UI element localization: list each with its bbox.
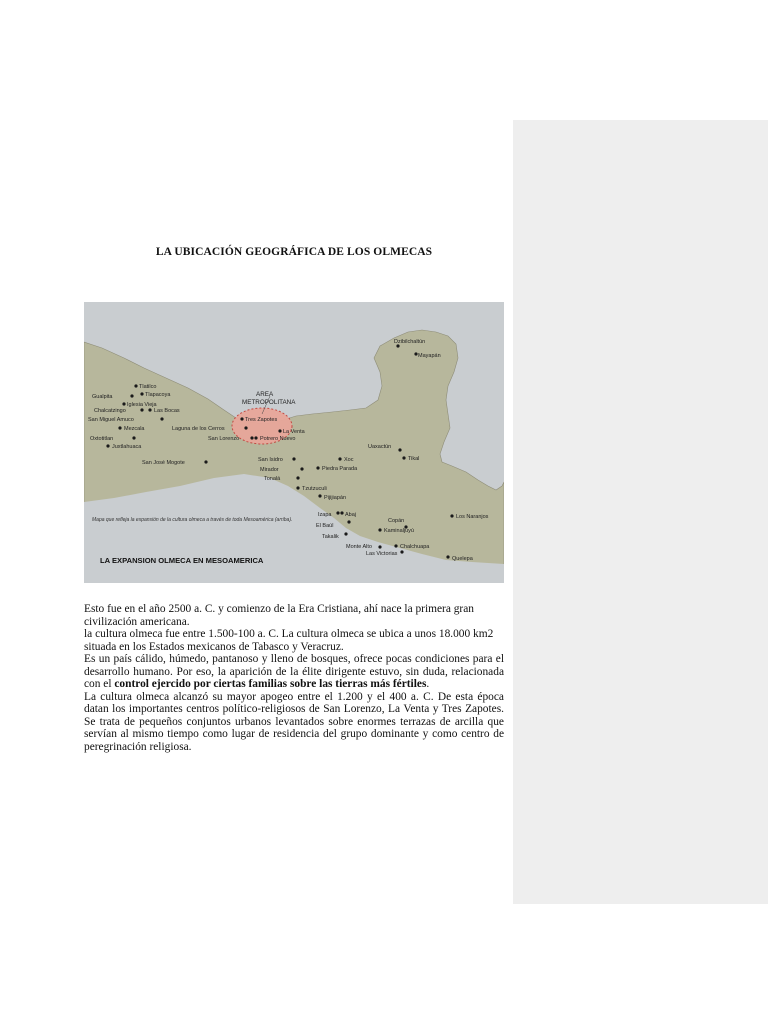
site-label: El Baúl — [316, 523, 334, 529]
site-label: Los Naranjos — [456, 514, 489, 520]
paragraph-3-bold: control ejercido por ciertas familias sobre las tierras más fértiles — [114, 678, 427, 690]
site-dot — [378, 545, 381, 548]
site-dot — [296, 476, 299, 479]
site-dot — [378, 528, 381, 531]
site-dot — [148, 408, 151, 411]
site-dot — [278, 429, 281, 432]
paragraph-3-end: . — [426, 678, 430, 690]
site-label: Quelepa — [452, 556, 473, 562]
site-dot — [292, 457, 295, 460]
site-label: Potrero Nuevo — [260, 436, 296, 442]
site-dot — [106, 444, 109, 447]
site-dot — [340, 511, 343, 514]
site-label: San Lorenzo — [208, 436, 240, 442]
site-dot — [316, 466, 319, 469]
site-label: Tres Zapotes — [245, 417, 278, 423]
paragraph-2: la cultura olmeca fue entre 1.500-100 a. C. La cultura olmeca se ubica a unos 18.000 km2 situada en los Estados mexicanos de Tabasco y Veracruz. — [84, 628, 494, 653]
site-dot — [140, 408, 143, 411]
site-label: Abaj — [345, 512, 357, 518]
site-label: Tikal — [408, 456, 420, 462]
site-dot — [398, 448, 401, 451]
site-label: Las Bocas — [154, 408, 180, 414]
site-label: Pijijiapán — [324, 495, 347, 501]
site-dot — [344, 532, 347, 535]
map-title: LA EXPANSION OLMECA EN MESOAMERICA — [100, 556, 264, 565]
site-dot — [402, 456, 405, 459]
site-label: Mezcala — [124, 426, 145, 432]
map-caption: Mapa que refleja la expansión de la cultura olmeca a través de toda Mesoamérica (arriba). — [92, 517, 293, 523]
site-dot — [254, 436, 257, 439]
site-label: Tonalá — [264, 476, 281, 482]
site-dot — [296, 486, 299, 489]
site-dot — [250, 436, 253, 439]
site-dot — [400, 550, 403, 553]
site-dot — [160, 417, 163, 420]
site-label: Tlapacoya — [145, 392, 171, 398]
site-dot — [338, 457, 341, 460]
site-dot — [300, 467, 303, 470]
site-label: Tlatilco — [139, 384, 157, 390]
site-label: Kaminaljuyú — [384, 528, 414, 534]
site-dot — [347, 520, 350, 523]
site-dot — [318, 494, 321, 497]
site-dot — [240, 417, 243, 420]
site-label: Mirador — [260, 467, 279, 473]
site-label: Copán — [388, 518, 405, 524]
site-label: Iglesia Vieja — [127, 402, 157, 408]
site-label: Juxtlahuaca — [112, 444, 142, 450]
site-label: Monte Alto — [346, 544, 372, 550]
site-dot — [450, 514, 453, 517]
paragraph-4: La cultura olmeca alcanzó su mayor apogeo entre el 1.200 y el 400 a. C. De esta época datan los importantes centros político-religiosos de San Lorenzo, La Venta y Tres Zapotes. Se trata de pequeños conjuntos urbanos levantados sobre enormes terrazas de arcilla que servían al mismo tiempo como lugar de residencia del grupo dominante y como centro de peregrinación religiosa. — [84, 690, 504, 753]
site-label: Gualpita — [92, 394, 113, 400]
olmec-map — [84, 302, 504, 583]
site-dot — [130, 394, 133, 397]
site-label: Piedra Parada — [322, 466, 358, 472]
site-label: Chalcatzingo — [94, 408, 126, 414]
site-label: Oxtotitlan — [90, 436, 114, 442]
site-dot — [336, 511, 339, 514]
site-dot — [140, 392, 143, 395]
paragraph-1: Esto fue en el año 2500 a. C. y comienzo de la Era Cristiana, ahí nace la primera gran civilización americana. — [84, 603, 474, 628]
site-label: San José Mogote — [142, 460, 185, 466]
paragraph-3-text: Es un país cálido, húmedo, pantanoso y lleno de bosques, ofrece pocas condiciones para el desarrollo humano. Por eso, la aparición de la élite dirigente estuvo, sin duda, relacionada con el — [84, 653, 504, 690]
site-dot — [204, 460, 207, 463]
site-label: Uaxactún — [368, 444, 392, 450]
map-figure — [84, 302, 504, 583]
site-label: San Isidro — [258, 457, 283, 463]
site-label: Izapa — [318, 512, 332, 518]
site-label: San Miguel Amuco — [88, 417, 134, 423]
site-label: Dzibilchaltún — [394, 339, 426, 345]
site-label: Takalik — [322, 534, 339, 540]
site-dot — [118, 426, 121, 429]
site-label: La Venta — [283, 429, 305, 435]
site-label: Xoc — [344, 457, 354, 463]
site-label: Las Victorias — [366, 551, 398, 557]
site-dot — [394, 544, 397, 547]
comments-pane — [513, 120, 768, 904]
site-label: Chalchuapa — [400, 544, 430, 550]
site-dot — [446, 555, 449, 558]
site-dot — [134, 384, 137, 387]
paragraph-3 — [84, 653, 504, 691]
document-title: LA UBICACIÓN GEOGRÁFICA DE LOS OLMECAS — [155, 246, 433, 258]
site-dot — [132, 436, 135, 439]
site-label: Laguna de los Cerros — [172, 426, 225, 432]
site-dot — [244, 426, 247, 429]
body-text — [84, 603, 504, 753]
site-label: Mayapán — [418, 353, 441, 359]
site-dot — [122, 402, 125, 405]
area-label-1: AREA — [256, 391, 274, 398]
site-label: Tzutzuculi — [302, 486, 327, 492]
area-label-2: METROPOLITANA — [242, 399, 296, 406]
